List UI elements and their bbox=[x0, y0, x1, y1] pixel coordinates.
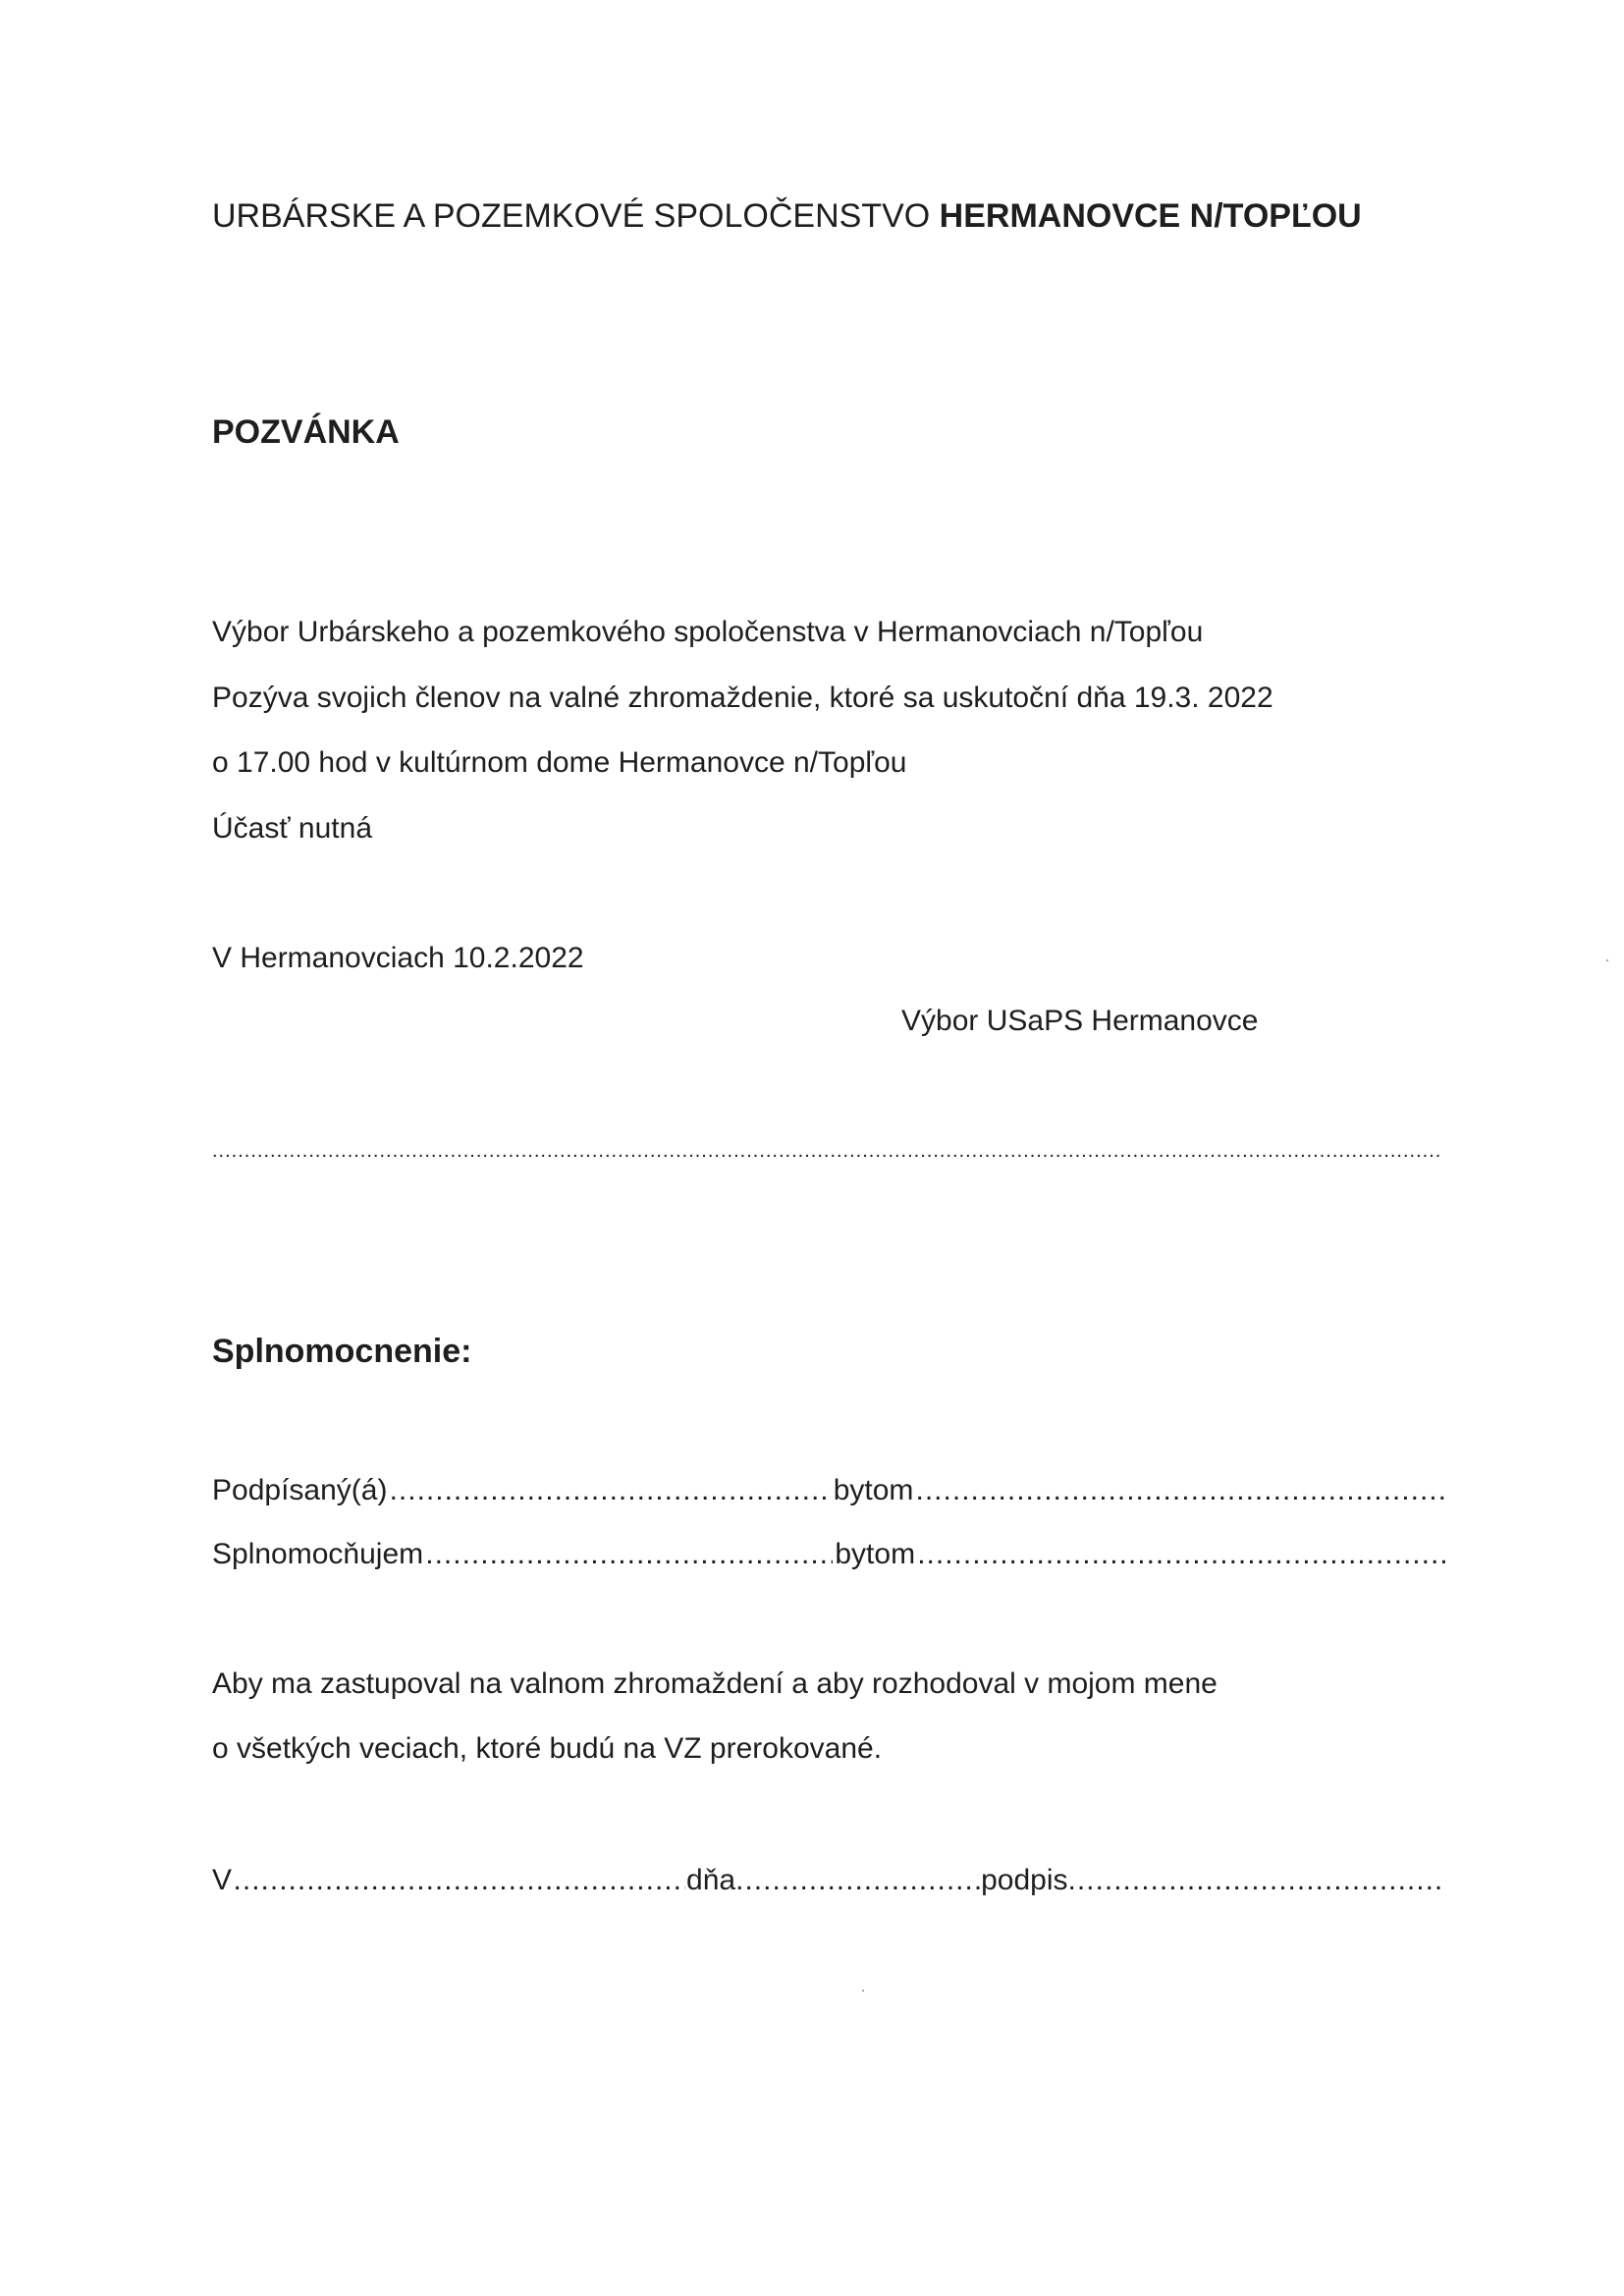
signature-field[interactable] bbox=[1068, 1863, 1445, 1898]
invitation-line: Výbor Urbárskeho a pozemkového spoločenstva v Hermanovciach n/Topľou bbox=[212, 616, 1204, 648]
signature-label: podpis bbox=[981, 1864, 1068, 1896]
place-label: V bbox=[212, 1864, 233, 1896]
place-field[interactable] bbox=[234, 1863, 685, 1898]
invitation-title: POZVÁNKA bbox=[212, 413, 400, 451]
place-date: V Hermanovciach 10.2.2022 bbox=[212, 942, 584, 974]
committee-signature: Výbor USaPS Hermanovce bbox=[901, 1005, 1259, 1037]
signed-row bbox=[212, 1473, 1444, 1508]
organization-prefix: URBÁRSKE A POZEMKOVÉ SPOLOČENSTVO bbox=[212, 197, 931, 235]
date-field[interactable] bbox=[735, 1863, 981, 1898]
authorization-text-line: Aby ma zastupoval na valnom zhromaždení a aby rozhodoval v mojom mene bbox=[212, 1667, 1218, 1700]
authorize-row bbox=[212, 1537, 1446, 1572]
signed-residence-field[interactable] bbox=[916, 1473, 1445, 1508]
invitation-line: Pozýva svojich členov na valné zhromaždenie, ktoré sa uskutoční dňa 19.3. 2022 bbox=[212, 682, 1273, 714]
authorization-text-line: o všetkých veciach, ktoré budú na VZ prerokované. bbox=[212, 1732, 883, 1765]
authorized-residence-field[interactable] bbox=[917, 1537, 1446, 1572]
signature-row bbox=[212, 1863, 1444, 1898]
cut-line-separator bbox=[212, 1139, 1442, 1163]
authorization-title: Splnomocnenie: bbox=[212, 1333, 472, 1370]
authorized-name-field[interactable] bbox=[425, 1537, 833, 1572]
authorize-label: Splnomocňujem bbox=[212, 1538, 424, 1570]
invitation-line: Účasť nutná bbox=[212, 812, 373, 845]
organization-name: HERMANOVCE N/TOPĽOU bbox=[939, 197, 1362, 235]
signed-label: Podpísaný(á) bbox=[212, 1474, 388, 1506]
scan-speck bbox=[862, 1990, 864, 1992]
date-label: dňa bbox=[686, 1864, 736, 1896]
invitation-line: o 17.00 hod v kultúrnom dome Hermanovce n/Topľou bbox=[212, 746, 907, 779]
signed-name-field[interactable] bbox=[390, 1473, 832, 1508]
organization-header bbox=[212, 196, 1362, 236]
residence-label: bytom bbox=[833, 1474, 914, 1506]
scan-speck bbox=[1606, 959, 1608, 961]
residence-label: bytom bbox=[835, 1538, 916, 1570]
